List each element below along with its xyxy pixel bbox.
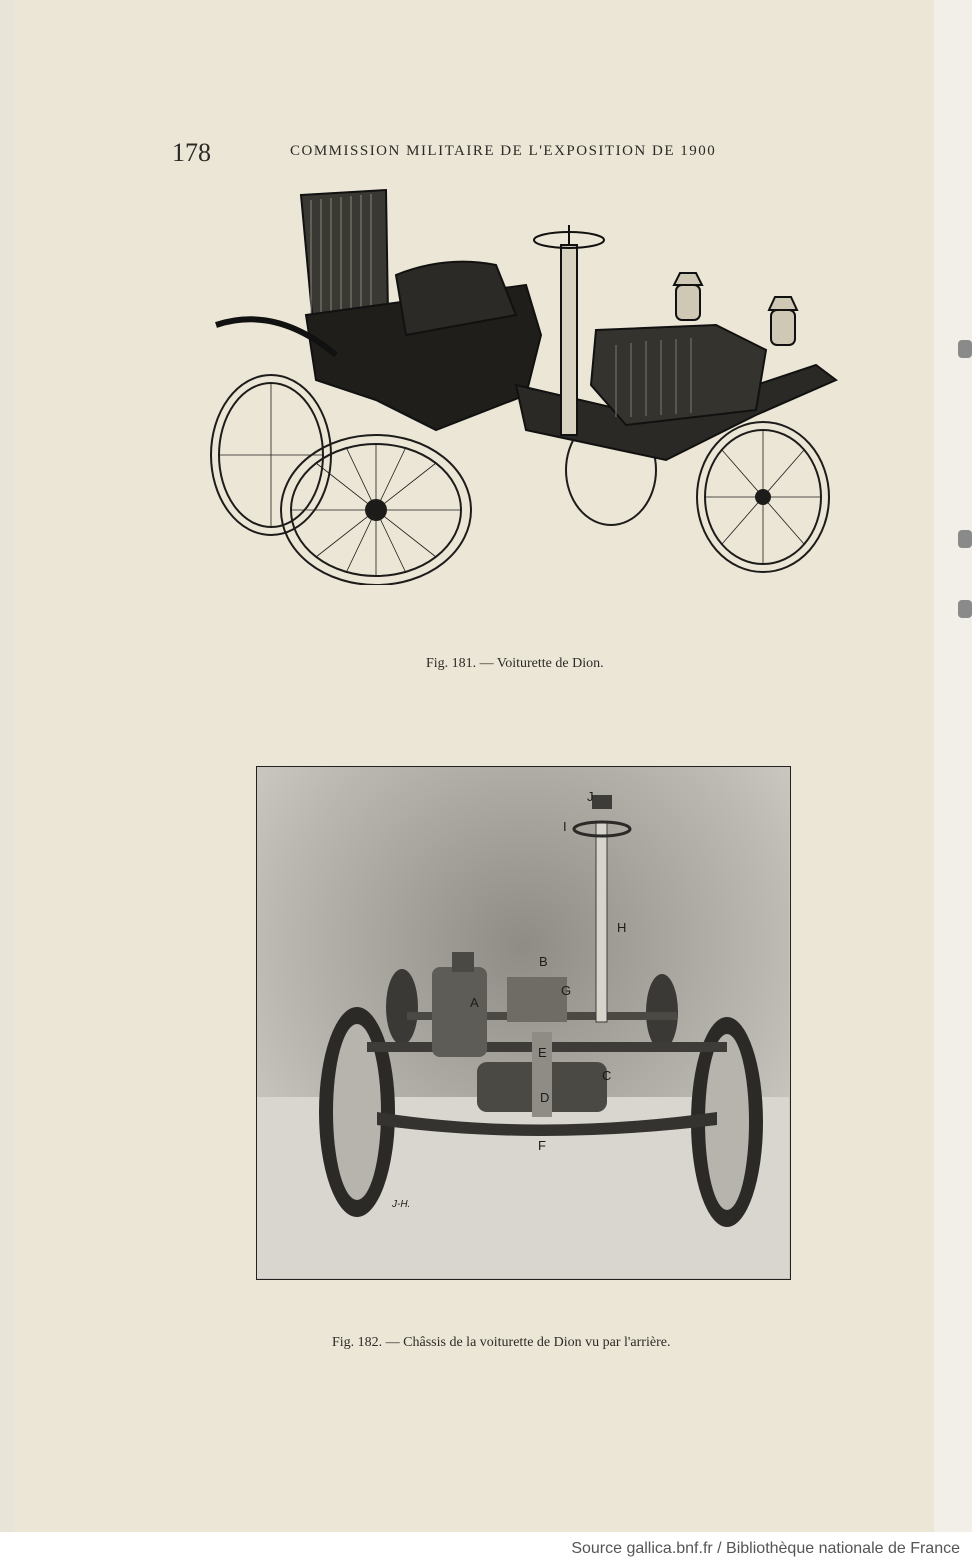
label-c: C: [602, 1068, 612, 1083]
page-edge-tab: [958, 340, 972, 358]
chassis-photograph: [256, 766, 791, 1280]
label-g: G: [561, 983, 572, 998]
page-number: 178: [172, 138, 211, 167]
page-edge-tab: [958, 530, 972, 548]
figure-181-caption: Fig. 181. — Voiturette de Dion.: [426, 656, 604, 671]
page-header: [0, 138, 972, 168]
label-b: B: [539, 954, 548, 969]
engraver-mark: J-H.: [392, 1199, 411, 1210]
label-e: E: [538, 1045, 547, 1060]
source-credit: Source gallica.bnf.fr / Bibliothèque nationale de France: [571, 1540, 960, 1557]
label-d: D: [540, 1090, 550, 1105]
label-h: H: [617, 920, 627, 935]
next-page-edge: [934, 0, 972, 1532]
label-j: J: [587, 789, 594, 804]
running-head: COMMISSION MILITAIRE DE L'EXPOSITION DE 1900: [290, 143, 717, 159]
figure-182-caption: Fig. 182. — Châssis de la voiturette de Dion vu par l'arrière.: [332, 1335, 671, 1350]
page-edge-tab: [958, 600, 972, 618]
label-f: F: [538, 1138, 546, 1153]
source-bar: [0, 1532, 972, 1566]
label-i: I: [563, 819, 567, 834]
label-a: A: [470, 995, 479, 1010]
voiturette-engraving: [196, 185, 846, 585]
